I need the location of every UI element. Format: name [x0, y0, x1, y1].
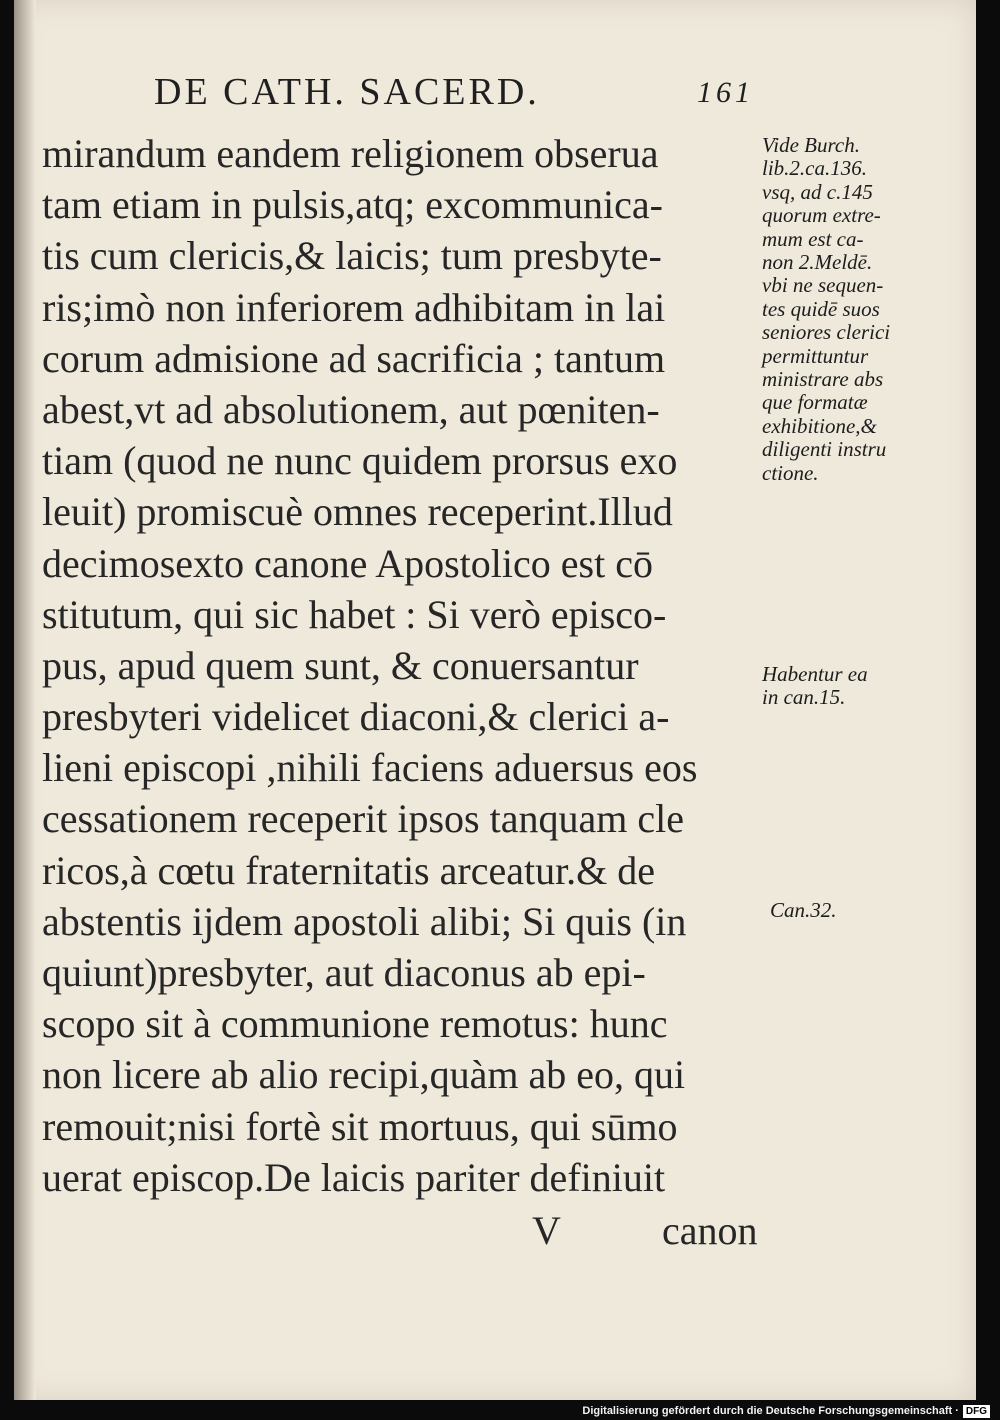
- digitization-credit: [582, 1402, 990, 1420]
- credit-text: Digitalisierung gefördert durch die Deutsche Forschungsgemeinschaft ·: [582, 1405, 959, 1417]
- margin-note-line: ctione.: [762, 460, 819, 485]
- text-line: uerat episcop.De laicis pariter definiuit: [42, 1154, 666, 1200]
- page-number: 161: [697, 76, 754, 109]
- text-line: tiam (quod ne nunc quidem prorsus exo: [42, 438, 678, 484]
- text-line: tis cum clericis,& laicis; tum presbyte-: [42, 233, 662, 279]
- margin-note-line: Can.32.: [770, 898, 837, 922]
- text-line: ricos,à cœtu fraternitatis arceatur.& de: [42, 847, 656, 893]
- text-line: ris;imò non inferiorem adhibitam in lai: [42, 284, 666, 330]
- text-line: decimosexto canone Apostolico est cō: [42, 540, 653, 586]
- main-text-block: [42, 128, 762, 1203]
- text-line: leuit) promiscuè omnes receperint.Illud: [42, 489, 673, 535]
- margin-note-line: permittuntur: [762, 343, 869, 368]
- text-line: quiunt)presbyter, aut diaconus ab epi-: [42, 950, 646, 995]
- margin-note-line: seniores clerici: [762, 320, 891, 345]
- margin-note-canon-32: [770, 899, 837, 922]
- text-line: non licere ab alio recipi,quàm ab eo, qui: [42, 1052, 686, 1098]
- text-line: abest,vt ad absolutionem, aut pœniten-: [42, 386, 660, 432]
- book-page: [14, 0, 976, 1400]
- text-line: stitutum, qui sic habet : Si verò episco-: [42, 591, 667, 637]
- text-line: cessationem receperit ipsos tanquam cle: [42, 796, 684, 842]
- margin-note-line: que formatæ: [762, 390, 868, 415]
- margin-note-line: diligenti instru: [762, 437, 887, 462]
- text-line: corum admisione ad sacrificia ; tantum: [42, 335, 666, 381]
- catchword: canon: [662, 1208, 758, 1253]
- margin-note-line: vsq, ad c.145: [762, 179, 873, 204]
- signature-mark: V: [532, 1208, 561, 1253]
- text-line: tam etiam in pulsis,atq; excommunica-: [42, 182, 663, 228]
- margin-note-line: tes quidē suos: [762, 296, 880, 321]
- margin-note-line: non 2.Meldē.: [762, 250, 873, 275]
- margin-note-line: lib.2.ca.136.: [762, 156, 867, 181]
- dfg-logo: DFG: [963, 1405, 990, 1418]
- page-spine-shadow: [14, 0, 36, 1400]
- text-line: mirandum eandem religionem obserua: [42, 131, 659, 176]
- margin-note-line: in can.15.: [762, 685, 846, 710]
- margin-note-burchard: [762, 134, 890, 485]
- text-line: remouit;nisi fortè sit mortuus, qui sūmo: [42, 1103, 678, 1149]
- text-line: presbyteri videlicet diaconi,& clerici a-: [42, 694, 670, 740]
- text-line: lieni episcopi ,nihili faciens aduersus eos: [42, 745, 698, 791]
- margin-note-line: exhibitione,&: [762, 413, 877, 438]
- margin-note-canon-15: [762, 663, 868, 710]
- margin-note-line: Habentur ea: [762, 662, 868, 686]
- margin-note-line: quorum extre-: [762, 203, 881, 228]
- text-line: abstentis ijdem apostoli alibi; Si quis (in: [42, 898, 687, 944]
- running-header: [154, 70, 754, 120]
- margin-note-line: ministrare abs: [762, 367, 884, 392]
- margin-note-line: Vide Burch.: [762, 133, 860, 157]
- running-title: DE CATH. SACERD.: [154, 71, 540, 113]
- margin-note-line: vbi ne sequen-: [762, 273, 884, 298]
- text-line: scopo sit à communione remotus: hunc: [42, 1001, 668, 1047]
- margin-note-line: mum est ca-: [762, 226, 864, 251]
- text-line: pus, apud quem sunt, & conuersantur: [42, 642, 639, 688]
